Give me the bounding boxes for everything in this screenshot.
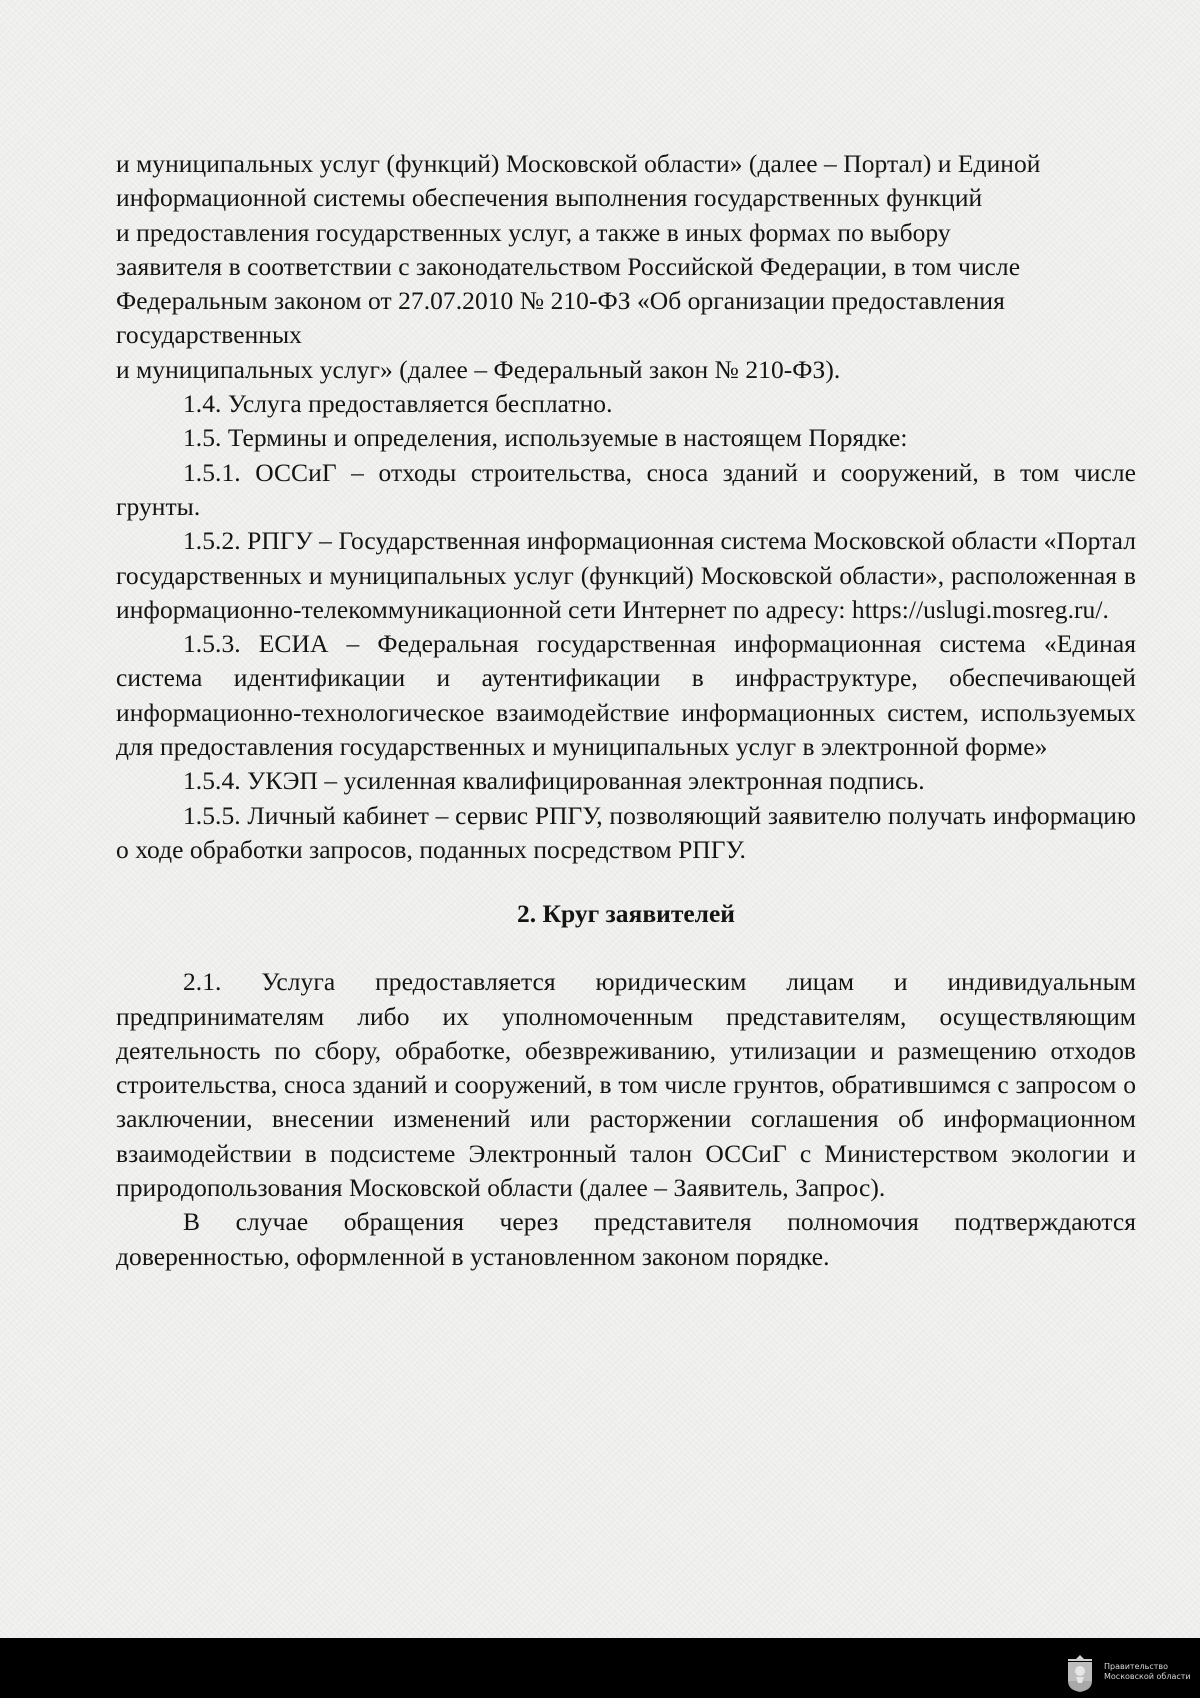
section-2-heading: 2. Круг заявителей (517, 899, 735, 929)
intro-line: и предоставления государственных услуг, а также в иных формах по выбору (116, 217, 951, 247)
footer-logo-caption (1104, 1662, 1196, 1682)
item-1-5-5: 1.5.5. Личный кабинет – сервис РПГУ, позволяющий заявителю получать информацию о ходе обработки запросов, поданных посредством РПГУ. (116, 800, 1136, 864)
intro-tail-line: и муниципальных услуг» (далее – Федеральный закон № 210-ФЗ). (116, 354, 841, 384)
footer-logo-line: Московской области (1104, 1672, 1191, 1681)
item-2-2: В случае обращения через представителя полномочия подтверждаются доверенностью, оформленной в установленном законом порядке. (116, 1207, 1136, 1271)
document-page (116, 147, 1136, 1274)
item-1-5: 1.5. Термины и определения, используемые в настоящем Порядке: (183, 423, 908, 453)
item-2-1: 2.1. Услуга предоставляется юридическим лицам и индивидуальным предпринимателям либо их уполномоченным представителям, осуществляющим деятельность по сбору, обработке, обезвреживанию, утилизации и размещению отходов строительства, сноса зданий и сооружений, в том числе грунтов, обратившимся с запросом о заключении, внесении изменений или расторжении соглашения об информационном взаимодействии в подсистеме Электронный талон ОССиГ с Министерством экологии и природопользования Московской области (далее – Заявитель, Запрос). (116, 967, 1136, 1203)
intro-line: государственных (116, 320, 302, 350)
footer-bar (0, 1638, 1200, 1698)
intro-line: заявителя в соответствии с законодательством Российской Федерации, в том числе (116, 251, 1021, 281)
intro-paragraph (116, 147, 1136, 318)
intro-line: Федеральным законом от 27.07.2010 № 210-ФЗ «Об организации предоставления (116, 286, 1005, 316)
coat-of-arms-icon (1062, 1651, 1098, 1693)
item-1-5-3: 1.5.3. ЕСИА – Федеральная государственная информационная система «Единая система идентификации и аутентификации в инфраструктуре, обеспечивающей информационно-технологическое взаимодействие информационных систем, используемых для предоставления государственных и муниципальных услуг в электронной форме» (116, 629, 1136, 762)
item-1-5-2: 1.5.2. РПГУ – Государственная информационная система Московской области «Портал государственных и муниципальных услуг (функций) Московской области», расположенная в информационно-телекоммуникационной сети Интернет по адресу: https://uslugi.mosreg.ru/. (116, 526, 1136, 624)
item-1-5-4: 1.5.4. УКЭП – усиленная квалифицированная электронная подпись. (183, 766, 925, 796)
intro-paragraph-break (116, 318, 1136, 387)
intro-line: информационной системы обеспечения выполнения государственных функций (116, 183, 983, 213)
footer-logo-line: Правительство (1104, 1662, 1168, 1671)
item-1-4: 1.4. Услуга предоставляется бесплатно. (183, 389, 613, 419)
item-1-5-1: 1.5.1. ОССиГ – отходы строительства, сноса зданий и сооружений, в том числе грунты. (116, 457, 1136, 521)
intro-line: и муниципальных услуг (функций) Московской области» (далее – Портал) и Единой (116, 149, 1041, 178)
